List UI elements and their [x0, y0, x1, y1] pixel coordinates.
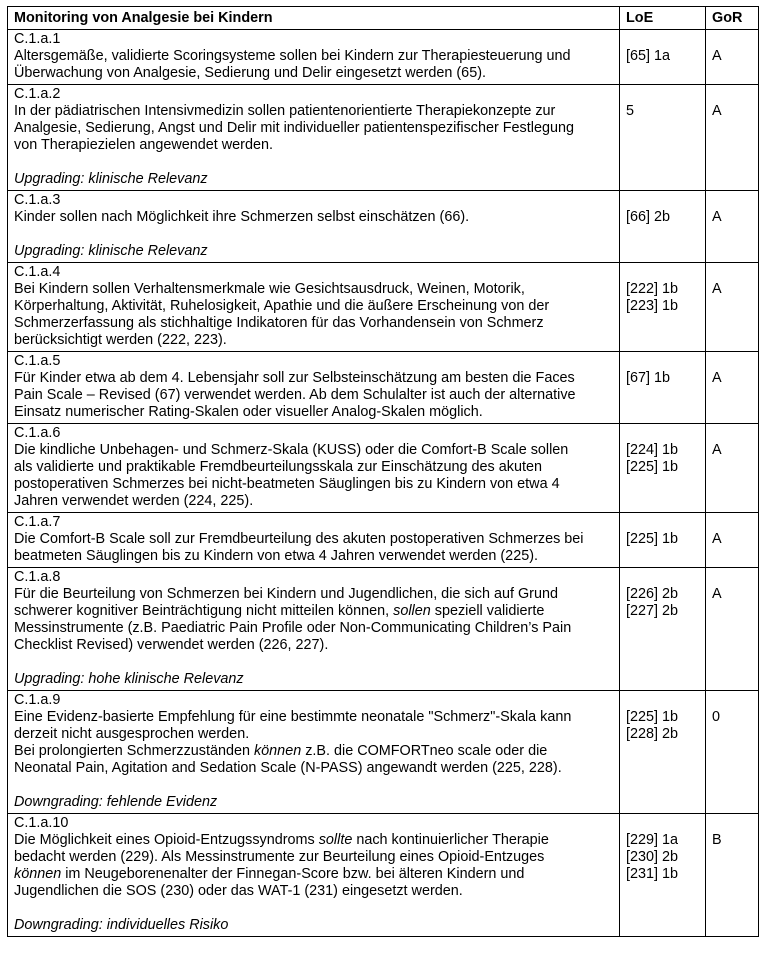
level-of-evidence: [65] 1a [626, 48, 671, 64]
text-segment: im Neugeborenenalter der Finnegan-Score bzw. bei älteren Kindern und [61, 866, 525, 882]
text-segment: berücksichtigt werden (222, 223). [14, 332, 227, 348]
table-row [8, 513, 759, 568]
text-segment: Körperhaltung, Aktivität, Ruhelosigkeit, Apathie und die äußere Erscheinung von der [14, 298, 550, 314]
recommendation-text-line [14, 370, 613, 387]
text-segment: Kinder sollen nach Möglichkeit ihre Schmerzen selbst einschätzen (66). [14, 209, 470, 225]
text-segment: Eine Evidenz-basierte Empfehlung für eine bestimmte neonatale "Schmerz"-Skala kann [14, 709, 572, 725]
level-of-evidence: [66] 2b [626, 209, 671, 225]
recommendation-text-line [14, 120, 613, 137]
recommendation-text-line [14, 404, 613, 421]
text-segment: von Therapiezielen angewendet werden. [14, 137, 273, 153]
recommendation-cell [8, 85, 620, 191]
gor-cell [706, 30, 759, 85]
text-segment: Für die Beurteilung von Schmerzen bei Kindern und Jugendlichen, die sich auf Grund [14, 586, 558, 602]
recommendation-text-line [14, 493, 613, 510]
gor-cell [706, 568, 759, 691]
grade-of-recommendation: B [712, 832, 722, 848]
text-segment: Die Comfort-B Scale soll zur Fremdbeurteilung des akuten postoperativen Schmerzes bei [14, 531, 584, 547]
recommendation-text-line [14, 726, 613, 743]
recommendation-text-line [14, 442, 613, 459]
emphasis-text: sollte [318, 832, 353, 848]
recommendation-text-line [14, 315, 613, 332]
header-loe: LoE [620, 7, 706, 30]
loe-cell [620, 191, 706, 263]
text-segment: derzeit nicht ausgesprochen werden. [14, 726, 250, 742]
table-row [8, 30, 759, 85]
text-segment: z.B. die COMFORTneo scale oder die [301, 743, 548, 759]
recommendation-text-line [14, 586, 613, 603]
text-segment: nach kontinuierlicher Therapie [352, 832, 549, 848]
emphasis-text: können [14, 866, 62, 882]
gor-cell [706, 85, 759, 191]
recommendation-text-line [14, 883, 613, 900]
recommendation-text-line [14, 103, 613, 120]
recommendation-id: C.1.a.8 [14, 569, 61, 585]
recommendation-cell [8, 191, 620, 263]
recommendation-text-line [14, 603, 613, 620]
grade-of-recommendation: A [712, 586, 722, 602]
grade-of-recommendation: 0 [712, 709, 721, 725]
gor-cell [706, 691, 759, 814]
table-row [8, 424, 759, 513]
gor-cell [706, 424, 759, 513]
text-segment: schwerer kognitiver Beinträchtigung nicht mitteilen können, [14, 603, 394, 619]
recommendation-id: C.1.a.6 [14, 425, 61, 441]
recommendation-text-line [14, 849, 613, 866]
grade-of-recommendation: A [712, 209, 722, 225]
recommendation-cell [8, 424, 620, 513]
recommendation-text-line [14, 387, 613, 404]
text-segment: als validierte und praktikable Fremdbeurteilungsskala zur Einschätzung des akuten [14, 459, 542, 475]
text-segment: Bei prolongierten Schmerzzuständen [14, 743, 254, 759]
table-body [8, 30, 759, 937]
table-header-row [8, 7, 759, 30]
recommendation-text-line [14, 476, 613, 493]
grading-note: Upgrading: klinische Relevanz [14, 243, 208, 259]
grade-of-recommendation: A [712, 281, 722, 297]
table-row [8, 352, 759, 424]
spacer [14, 154, 613, 171]
level-of-evidence: [67] 1b [626, 370, 671, 386]
recommendation-text-line [14, 866, 613, 883]
recommendation-text-line [14, 709, 613, 726]
text-segment: Neonatal Pain, Agitation and Sedation Scale (N-PASS) angewandt werden (225, 228). [14, 760, 562, 776]
recommendation-cell [8, 814, 620, 937]
loe-cell [620, 424, 706, 513]
loe-cell [620, 513, 706, 568]
level-of-evidence: [224] 1b [225] 1b [626, 442, 679, 475]
recommendation-id: C.1.a.5 [14, 353, 61, 369]
grading-note: Upgrading: hohe klinische Relevanz [14, 671, 244, 687]
recommendation-id: C.1.a.4 [14, 264, 61, 280]
grade-of-recommendation: A [712, 48, 722, 64]
table-row [8, 263, 759, 352]
level-of-evidence: [222] 1b [223] 1b [626, 281, 679, 314]
level-of-evidence: [225] 1b [228] 2b [626, 709, 679, 742]
grade-of-recommendation: A [712, 442, 722, 458]
recommendation-cell [8, 30, 620, 85]
text-segment: postoperativen Schmerzes bei nicht-beatmeten Säuglingen bis zu Kindern von etwa 4 [14, 476, 560, 492]
text-segment: Analgesie, Sedierung, Angst und Delir mit individueller patientenspezifischer Festlegung [14, 120, 574, 136]
level-of-evidence: [225] 1b [626, 531, 679, 547]
text-segment: Bei Kindern sollen Verhaltensmerkmale wie Gesichtsausdruck, Weinen, Motorik, [14, 281, 525, 297]
spacer [14, 226, 613, 243]
recommendation-id: C.1.a.2 [14, 86, 61, 102]
gor-cell [706, 513, 759, 568]
text-segment: Pain Scale – Revised (67) verwendet werden. Ab dem Schulalter ist auch der alternative [14, 387, 576, 403]
emphasis-text: sollen [393, 603, 431, 619]
gor-cell [706, 263, 759, 352]
table-row [8, 568, 759, 691]
recommendation-text-line [14, 209, 613, 226]
table-row [8, 691, 759, 814]
text-segment: In der pädiatrischen Intensivmedizin sollen patientenorientierte Therapiekonzepte zur [14, 103, 556, 119]
spacer [14, 654, 613, 671]
recommendation-cell [8, 691, 620, 814]
grading-note: Downgrading: individuelles Risiko [14, 917, 229, 933]
loe-cell [620, 30, 706, 85]
text-segment: Jugendlichen die SOS (230) oder das WAT-1 (231) eingesetzt werden. [14, 883, 463, 899]
level-of-evidence: [229] 1a [230] 2b [231] 1b [626, 832, 679, 882]
grade-of-recommendation: A [712, 103, 722, 119]
level-of-evidence: 5 [626, 103, 635, 119]
header-gor: GoR [706, 7, 759, 30]
recommendation-text-line [14, 48, 613, 65]
recommendation-cell [8, 513, 620, 568]
gor-cell [706, 352, 759, 424]
recommendation-cell [8, 352, 620, 424]
recommendation-cell [8, 263, 620, 352]
loe-cell [620, 85, 706, 191]
grade-of-recommendation: A [712, 531, 722, 547]
grading-note: Upgrading: klinische Relevanz [14, 171, 208, 187]
loe-cell [620, 691, 706, 814]
recommendation-text-line [14, 832, 613, 849]
text-segment: beatmeten Säuglingen bis zu Kindern von etwa 4 Jahren verwendet werden (225). [14, 548, 538, 564]
recommendation-text-line [14, 298, 613, 315]
recommendation-id: C.1.a.10 [14, 815, 69, 831]
text-segment: speziell validierte [430, 603, 545, 619]
text-segment: Schmerzerfassung als stichhaltige Indikatoren für das Vorhandensein von Schmerz [14, 315, 544, 331]
text-segment: Altersgemäße, validierte Scoringsysteme sollen bei Kindern zur Therapiesteuerung und [14, 48, 571, 64]
table-row [8, 85, 759, 191]
loe-cell [620, 352, 706, 424]
recommendation-id: C.1.a.9 [14, 692, 61, 708]
recommendation-text-line [14, 332, 613, 349]
recommendation-id: C.1.a.1 [14, 31, 61, 47]
table-row [8, 814, 759, 937]
text-segment: Überwachung von Analgesie, Sedierung und Delir eingesetzt werden (65). [14, 65, 486, 81]
recommendation-text-line [14, 620, 613, 637]
recommendation-text-line [14, 137, 613, 154]
header-topic: Monitoring von Analgesie bei Kindern [8, 7, 620, 30]
recommendation-text-line [14, 760, 613, 777]
recommendation-text-line [14, 743, 613, 760]
gor-cell [706, 814, 759, 937]
recommendation-text-line [14, 548, 613, 565]
recommendation-id: C.1.a.3 [14, 192, 61, 208]
recommendation-cell [8, 568, 620, 691]
recommendation-text-line [14, 459, 613, 476]
recommendation-text-line [14, 281, 613, 298]
text-segment: Die Möglichkeit eines Opioid-Entzugssyndroms [14, 832, 319, 848]
text-segment: Die kindliche Unbehagen- und Schmerz-Skala (KUSS) oder die Comfort-B Scale sollen [14, 442, 569, 458]
emphasis-text: können [253, 743, 302, 759]
grade-of-recommendation: A [712, 370, 722, 386]
text-segment: Checklist Revised) verwendet werden (226, 227). [14, 637, 329, 653]
level-of-evidence: [226] 2b [227] 2b [626, 586, 679, 619]
text-segment: Für Kinder etwa ab dem 4. Lebensjahr soll zur Selbsteinschätzung am besten die Faces [14, 370, 575, 386]
recommendations-table [7, 6, 759, 937]
spacer [14, 900, 613, 917]
recommendation-id: C.1.a.7 [14, 514, 61, 530]
loe-cell [620, 568, 706, 691]
text-segment: bedacht werden (229). Als Messinstrumente zur Beurteilung eines Opioid-Entzuges [14, 849, 545, 865]
recommendation-text-line [14, 531, 613, 548]
gor-cell [706, 191, 759, 263]
text-segment: Jahren verwendet werden (224, 225). [14, 493, 254, 509]
loe-cell [620, 263, 706, 352]
grading-note: Downgrading: fehlende Evidenz [14, 794, 218, 810]
text-segment: Messinstrumente (z.B. Paediatric Pain Profile oder Non-Communicating Children’s Pain [14, 620, 572, 636]
text-segment: Einsatz numerischer Rating-Skalen oder visueller Analog-Skalen möglich. [14, 404, 483, 420]
recommendation-text-line [14, 637, 613, 654]
spacer [14, 777, 613, 794]
loe-cell [620, 814, 706, 937]
recommendation-text-line [14, 65, 613, 82]
table-row [8, 191, 759, 263]
